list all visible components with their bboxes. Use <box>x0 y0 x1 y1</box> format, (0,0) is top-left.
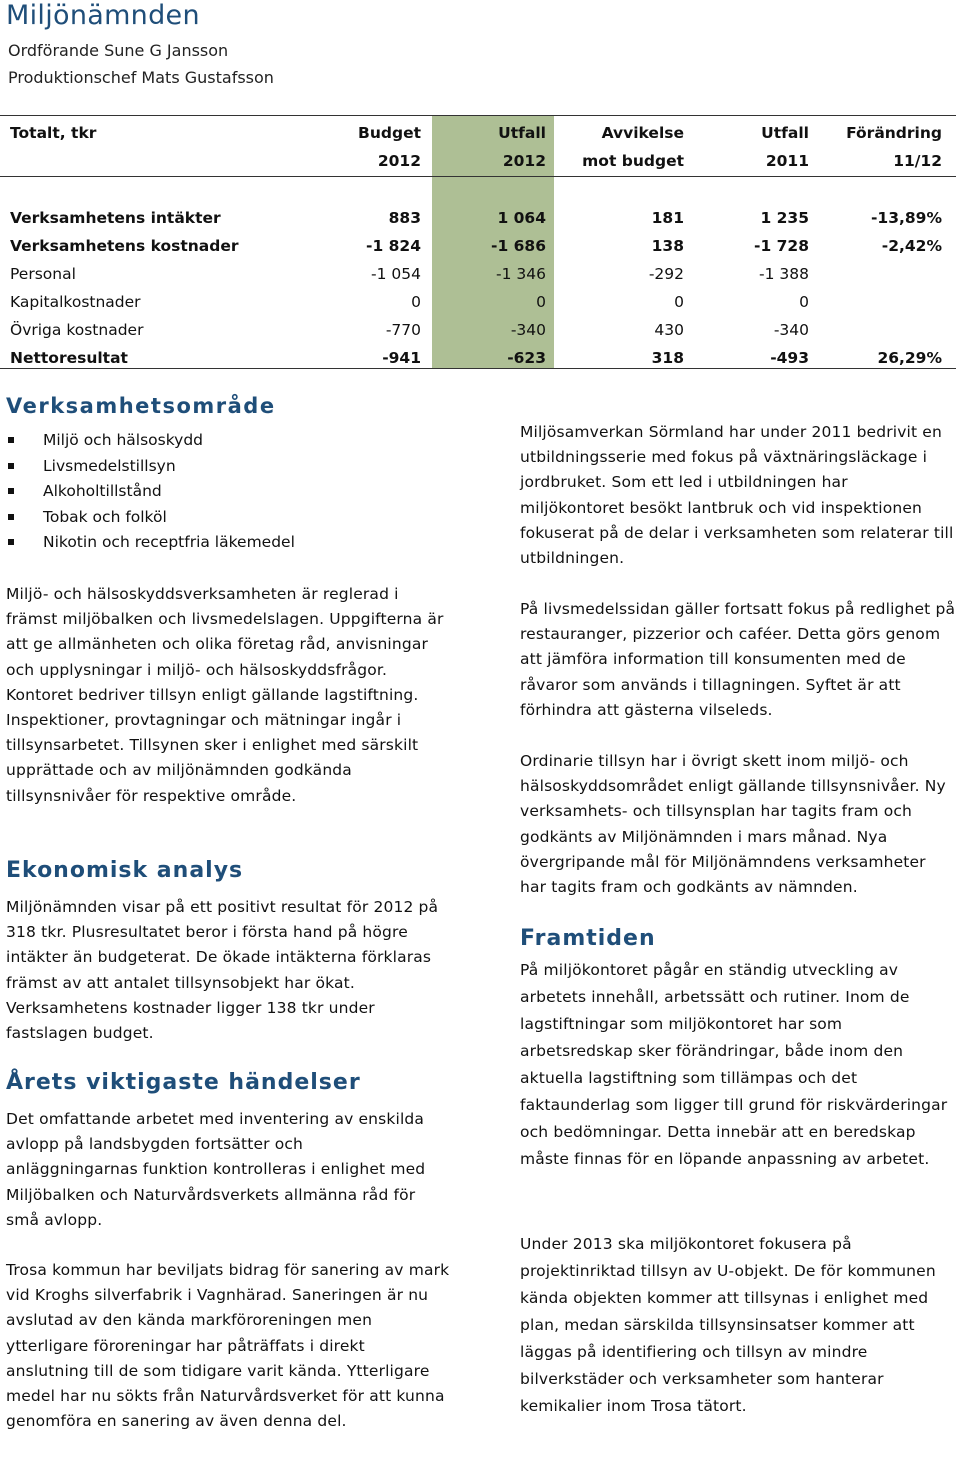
cell-budget: 0 <box>411 293 421 311</box>
cell-utfall-2011: -493 <box>770 349 809 367</box>
row-label: Övriga kostnader <box>10 321 144 339</box>
header-forandring: Förändring <box>846 124 942 142</box>
right-paragraph-3: Ordinarie tillsyn har i övrigt skett inom miljö- och hälsoskyddsområdet enligt gällande tillsynsnivåer. Ny verksamhets- och tillsynsplan har tagits fram och godkänts av Miljönämnden i mars månad. Nya övergripande mål för Miljönämndens verksamheter har tagits fram och godkänts av nämnden. <box>520 752 946 897</box>
table-row <box>0 316 956 344</box>
chief-line: Produktionschef Mats Gustafsson <box>8 68 274 87</box>
table-top-rule <box>0 115 956 116</box>
cell-utfall: -1 686 <box>491 237 546 255</box>
list-item: Tobak och folköl <box>8 505 295 531</box>
row-label: Verksamhetens intäkter <box>10 209 221 227</box>
table-header-row-1 <box>0 119 956 147</box>
cell-budget: -1 824 <box>366 237 421 255</box>
cell-utfall-2011: 0 <box>799 293 809 311</box>
cell-utfall: 1 064 <box>497 209 546 227</box>
section-heading-verksamhet: Verksamhetsområde <box>6 394 276 418</box>
chair-line: Ordförande Sune G Jansson <box>8 41 229 60</box>
list-item: Nikotin och receptfria läkemedel <box>8 530 295 556</box>
bullet-square-icon <box>8 488 14 494</box>
cell-forandring: -2,42% <box>881 237 942 255</box>
section-heading-ekonomi: Ekonomisk analys <box>6 858 244 883</box>
section-heading-framtiden: Framtiden <box>520 926 656 951</box>
header-forandring-sub: 11/12 <box>893 152 942 170</box>
cell-budget: -770 <box>385 321 421 339</box>
table-header-row-2 <box>0 147 956 175</box>
framtiden-paragraph-2: Under 2013 ska miljökontoret fokusera på projektinriktad tillsyn av U-objekt. De för kommunen kända objekten kommer att tillsynas i enlighet med plan, medan särskilda tillsynsinsatser kommer att läggas på identifiering och tillsyn av mindre bilverkstäder och verksamheter som hanterar kemikalier inom Trosa tätort. <box>520 1235 936 1415</box>
framtiden-paragraph-1: På miljökontoret pågår en ständig utveckling av arbetets innehåll, arbetssätt och rutiner. Inom de lagstiftningar som miljökontoret har som arbetsredskap sker förändringar, både inom den aktuella lagstiftning som tillämpas och det faktaunderlag som ligger till grund för riskvärderingar och bedömningar. Detta innebär att en beredskap måste finnas för en löpande anpassning av arbetet. <box>520 961 948 1168</box>
cell-utfall: -623 <box>507 349 546 367</box>
list-item: Alkoholtillstånd <box>8 479 295 505</box>
header-utfall: Utfall <box>498 124 546 142</box>
table-row <box>0 204 956 232</box>
cell-budget: -1 054 <box>371 265 421 283</box>
table-row <box>0 232 956 260</box>
bullet-square-icon <box>8 514 14 520</box>
ekonomi-paragraph: Miljönämnden visar på ett positivt resultat för 2012 på 318 tkr. Plusresultatet beror i första hand på högre intäkter än budgeterat. De ökade intäkterna förklaras främst av att antalet tillsynsobjekt har ökat. Verksamhetens kostnader ligger 138 tkr under fastslagen budget. <box>6 898 439 1043</box>
bullet-square-icon <box>8 463 14 469</box>
handelser-paragraph-1: Det omfattande arbetet med inventering av enskilda avlopp på landsbygden fortsätter och anläggningarnas funktion kontrolleras i enlighet med Miljöbalken och Naturvårdsverkets allmänna råd för små avlopp. <box>6 1110 426 1229</box>
header-utfall-2011: Utfall <box>761 124 809 142</box>
cell-utfall-2011: -340 <box>773 321 809 339</box>
header-avvikelse: Avvikelse <box>601 124 684 142</box>
verksamhet-bullet-list <box>8 428 295 556</box>
cell-budget: -941 <box>382 349 421 367</box>
header-avvikelse-sub: mot budget <box>582 152 684 170</box>
row-label: Nettoresultat <box>10 349 128 367</box>
cell-avvikelse: 138 <box>651 237 684 255</box>
cell-forandring: -13,89% <box>871 209 942 227</box>
cell-budget: 883 <box>388 209 421 227</box>
cell-utfall: -1 346 <box>496 265 546 283</box>
cell-utfall: -340 <box>510 321 546 339</box>
cell-avvikelse: 318 <box>651 349 684 367</box>
header-utfall-2011-year: 2011 <box>765 152 809 170</box>
cell-avvikelse: 181 <box>651 209 684 227</box>
cell-utfall-2011: 1 235 <box>760 209 809 227</box>
list-item: Livsmedelstillsyn <box>8 454 295 480</box>
header-utfall-year: 2012 <box>502 152 546 170</box>
right-paragraph-1: Miljösamverkan Sörmland har under 2011 bedrivit en utbildningsserie med fokus på växtnäringsläckage i jordbruket. Som ett led i utbildningen har miljökontoret besökt lantbruk och vid inspektionen fokuserat på de delar i verksamheten som relaterar till utbildningen. <box>520 423 954 568</box>
table-header-rule <box>0 176 956 177</box>
cell-utfall: 0 <box>536 293 546 311</box>
right-paragraph-2: På livsmedelssidan gäller fortsatt fokus på redlighet på restauranger, pizzerior och caféer. Detta görs genom att jämföra information till konsumenten med de råvaror som används i tillagningen. Syftet är att förhindra att gästerna vilseleds. <box>520 600 956 719</box>
cell-avvikelse: -292 <box>648 265 684 283</box>
table-bottom-rule <box>0 368 956 369</box>
page-title: Miljönämnden <box>6 0 200 31</box>
header-budget-year: 2012 <box>377 152 421 170</box>
bullet-square-icon <box>8 437 14 443</box>
cell-forandring: 26,29% <box>877 349 942 367</box>
cell-avvikelse: 0 <box>674 293 684 311</box>
table-row <box>0 260 956 288</box>
row-label: Personal <box>10 265 76 283</box>
verksamhet-paragraph: Miljö- och hälsoskyddsverksamheten är reglerad i främst miljöbalken och livsmedelslagen. Uppgifterna är att ge allmänheten och olika företag råd, anvisningar och upplysningar i miljö- och hälsoskyddsfrågor. Kontoret bedriver tillsyn enligt gällande lagstiftning. Inspektioner, provtagningar och mätningar ingår i tillsynsarbetet. Tillsynen sker i enlighet med särskilt upprättade och av miljönämnden godkända tillsynsnivåer för respektive område. <box>6 585 444 805</box>
list-item: Miljö och hälsoskydd <box>8 428 295 454</box>
header-label: Totalt, tkr <box>10 124 97 142</box>
bullet-square-icon <box>8 539 14 545</box>
section-heading-handelser: Årets viktigaste händelser <box>6 1070 361 1095</box>
cell-avvikelse: 430 <box>654 321 684 339</box>
cell-utfall-2011: -1 388 <box>759 265 809 283</box>
handelser-paragraph-2: Trosa kommun har beviljats bidrag för sanering av mark vid Kroghs silverfabrik i Vagnhärad. Saneringen är nu avslutad av den kända markföroreningen men ytterligare föroreningar har påträffats i direkt anslutning till de som tidigare varit kända. Ytterligare medel har nu sökts från Naturvårdsverket för att kunna genomföra en sanering av även denna del. <box>6 1261 450 1431</box>
header-budget: Budget <box>358 124 421 142</box>
table-row <box>0 288 956 316</box>
row-label: Verksamhetens kostnader <box>10 237 239 255</box>
cell-utfall-2011: -1 728 <box>754 237 809 255</box>
row-label: Kapitalkostnader <box>10 293 141 311</box>
